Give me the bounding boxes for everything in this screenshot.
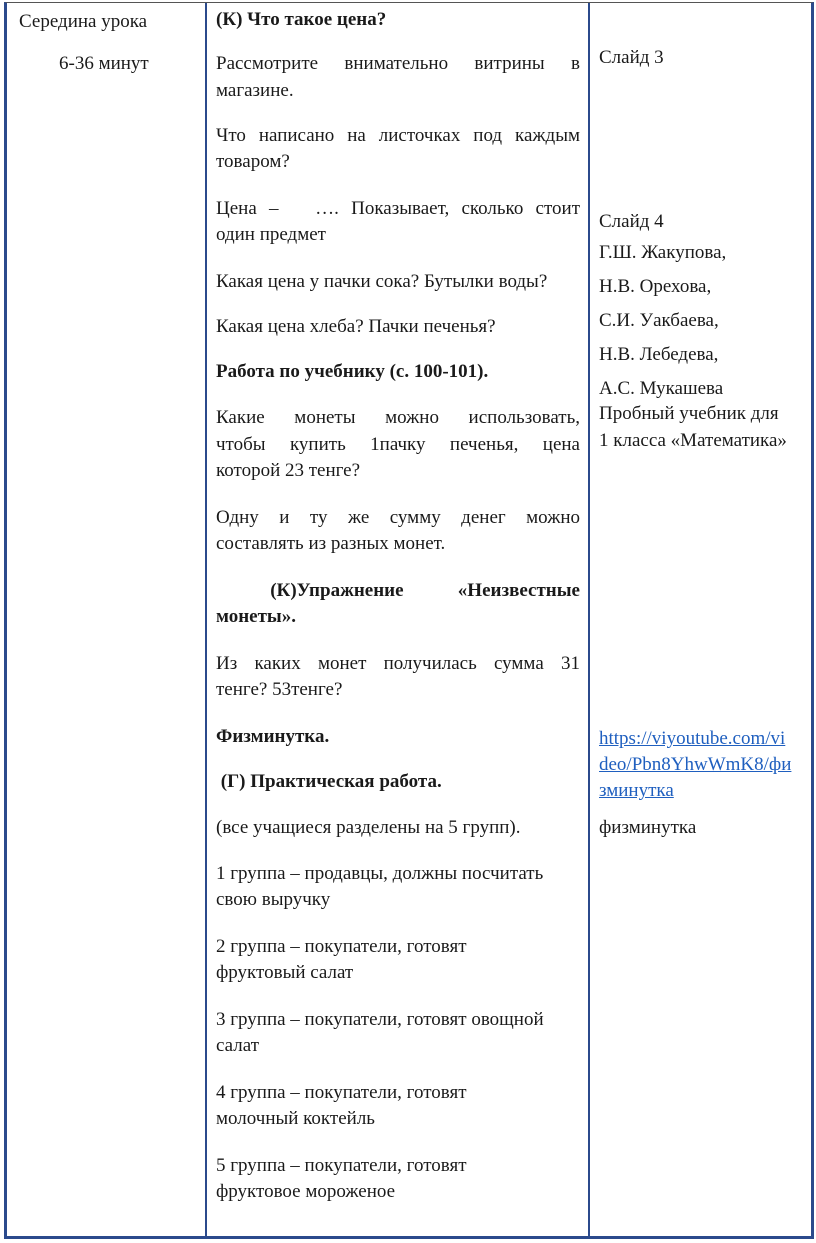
text-line: Что написано на листочках под каждым xyxy=(216,125,580,146)
text-line: Какие монеты можно использовать, xyxy=(216,407,580,428)
text-line: чтобы купить 1пачку печенья, цена xyxy=(216,434,580,455)
heading-physical-break: Физминутка. xyxy=(216,726,330,747)
author-line: Г.Ш. Жакупова, xyxy=(599,242,727,263)
group-4-line: молочный коктейль xyxy=(216,1108,375,1129)
stage-time: 6-36 минут xyxy=(59,53,149,74)
slide-4-label: Слайд 4 xyxy=(599,211,664,232)
author-line: С.И. Уакбаева, xyxy=(599,310,719,331)
physical-break-label: физминутка xyxy=(599,817,697,838)
text-line: Какая цена у пачки сока? Бутылки воды? xyxy=(216,271,548,292)
video-link-cont[interactable]: deo/Pbn8YhwWmK8/фи xyxy=(599,754,792,775)
video-link-cont[interactable]: зминутка xyxy=(599,780,674,801)
slide-3-label: Слайд 3 xyxy=(599,47,664,68)
group-3-line: салат xyxy=(216,1035,259,1056)
textbook-line: 1 класса «Математика» xyxy=(599,430,787,451)
text-line: тенге? 53тенге? xyxy=(216,679,343,700)
text-line: составлять из разных монет. xyxy=(216,533,446,554)
column-divider-2 xyxy=(588,3,590,1236)
heading-exercise-unknown-coins-cont: монеты». xyxy=(216,606,296,627)
column-divider-1 xyxy=(205,3,207,1236)
group-1-line: свою выручку xyxy=(216,889,331,910)
group-2-line: 2 группа – покупатели, готовят xyxy=(216,936,467,957)
text-line: Цена – …. Показывает, сколько стоит xyxy=(216,198,580,219)
group-2-line: фруктовый салат xyxy=(216,962,354,983)
text-line: которой 23 тенге? xyxy=(216,460,361,481)
text-line: Рассмотрите внимательно витрины в xyxy=(216,53,580,74)
group-1-line: 1 группа – продавцы, должны посчитать xyxy=(216,863,544,884)
author-line: Н.В. Орехова, xyxy=(599,276,712,297)
text-line: Из каких монет получилась сумма 31 xyxy=(216,653,580,674)
lesson-plan-table xyxy=(4,2,814,1239)
text-line: Какая цена хлеба? Пачки печенья? xyxy=(216,316,496,337)
group-3-line: 3 группа – покупатели, готовят овощной xyxy=(216,1009,544,1030)
group-5-line: 5 группа – покупатели, готовят xyxy=(216,1155,467,1176)
heading-practical-work: (Г) Практическая работа. xyxy=(216,771,442,792)
text-line: один предмет xyxy=(216,224,326,245)
group-5-line: фруктовое мороженое xyxy=(216,1181,396,1202)
author-line: Н.В. Лебедева, xyxy=(599,344,719,365)
heading-textbook-work: Работа по учебнику (с. 100-101). xyxy=(216,361,489,382)
video-link[interactable]: https://viyoutube.com/vi xyxy=(599,728,786,749)
group-4-line: 4 группа – покупатели, готовят xyxy=(216,1082,467,1103)
stage-label: Середина урока xyxy=(19,11,148,32)
author-line: А.С. Мукашева xyxy=(599,378,724,399)
text-line: (все учащиеся разделены на 5 групп). xyxy=(216,817,521,838)
text-line: Одну и ту же сумму денег можно xyxy=(216,507,580,528)
heading-exercise-unknown-coins: (К)Упражнение «Неизвестные xyxy=(216,580,580,601)
textbook-line: Пробный учебник для xyxy=(599,403,779,424)
heading-what-is-price: (К) Что такое цена? xyxy=(216,9,387,30)
text-line: магазине. xyxy=(216,80,294,101)
text-line: товаром? xyxy=(216,151,290,172)
